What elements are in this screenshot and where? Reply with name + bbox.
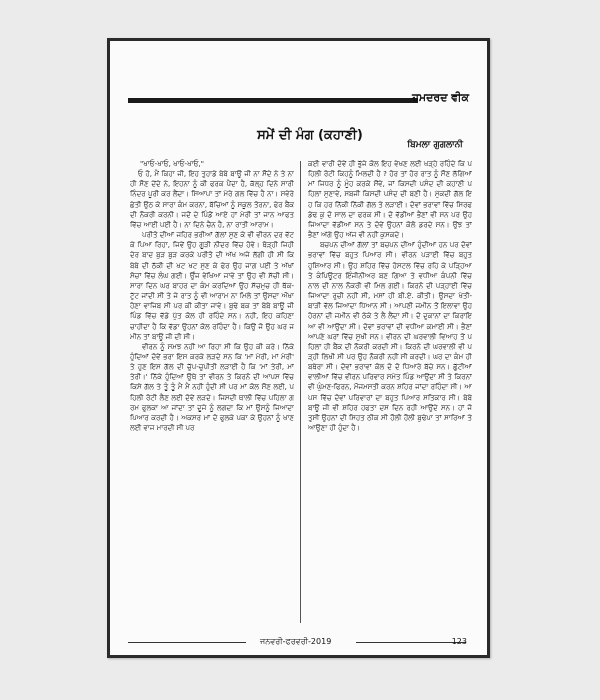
issue-label: ਜਨਵਰੀ-ਫਰਵਰੀ-2019	[260, 637, 332, 646]
footer-rule-left	[128, 642, 246, 643]
body-paragraph: ਓ ਹੋ, ਮੈਂ ਕਿਹਾ ਜੀ, ਇਹ ਤੁਹਾਡੇ ਬੇਬੇ ਬਾਊ ਜੀ ਨਾ ਸੌਂਦੇ ਨੇ ਤੇ ਨਾ ਹੀ ਸੌਣ ਦੇਂਦੇ ਨੇ, ਇਹਨਾ ਨੂੰ ਕੀ ਫਰਕ ਪੈਂਦਾ ਹੈ, ਕੱਲ੍ਹ ਦਿਨੇ ਸਾਰੀ ਨਿੰਦਰ ਪੂਰੀ ਕਰ ਲੈਂਦਾ। ਸਿਆਪਾ ਤਾਂ ਮੇਰੇ ਗਲ ਵਿੱਚ ਹੈ ਨਾ। ਸਵੇਰੇ ਛੇਤੀ ਉਠ ਕੇ ਸਾਰਾ ਕੰਮ ਕਰਨਾ, ਬੱਚਿਆਂ ਨੂੰ ਸਕੂਲ ਤੋਰਨਾ, ਫੇਰ ਬੈਂਕ ਦੀ ਨੌਕਰੀ ਕਰਨੀ। ਜਦੋਂ ਦੇ ਪਿੰਡੋਂ ਆਏ ਹਾਂ ਮੇਰੀ ਤਾਂ ਜਾਨ ਆਫਤ ਵਿੱਚ ਆਈ ਪਈ ਹੈ। ਨਾ ਦਿਨੇ ਚੈਨ ਹੈ, ਨਾ ਰਾਤੀ ਆਰਾਮ।	[130, 170, 294, 229]
header-rule	[128, 98, 418, 103]
body-paragraph: ਪਰੀਤੋ ਦੀਆਂ ਜਹਿਰ ਭਰੀਆਂ ਗੱਲਾਂ ਸੁਣ ਕੇ ਵੀ ਵੀਰਨ ਦਰ ਵੱਟ ਕੇ ਪਿਆ ਰਿਹਾ, ਜਿਵੇਂ ਉਹ ਗੂੜੀ ਨੀਂਦਰ ਵਿੱਚ ਹੋਵੇ। ਥੋੜ੍ਹੀ ਜਿਹੀ ਦੇਰ ਬਾਦ ਬੁੜ ਬੁੜ ਕਰਕੇ ਪਰੀਤੋ ਦੀ ਅੱਖ ਅਜੇ ਲੱਗੀ ਹੀ ਸੀ ਕਿ ਬੇਬੇ ਦੀ ਠੱਕੀ ਦੀ ਖਟ ਖਟ ਸੁਣ ਕੇ ਫੇਰ ਉਹ ਜਾਗ ਪਈ ਤੇ ਅੱਖਾਂ ਸੋਚਾਂ ਵਿੱਚ ਲੰਘ ਗਈ। ਉੰਜ ਵੇਖਿਆ ਜਾਵੇ ਤਾਂ ਉਹ ਵੀ ਸੱਚੀ ਸੀ। ਸਾਰਾ ਦਿਨ ਘਰ ਬਾਹਰ ਦਾ ਕੰਮ ਕਰਦਿਆਂ ਉਹ ਸੱਚਮੁਚ ਹੀ ਥੱਕ-ਟੁੱਟ ਜਾਂਦੀ ਸੀ ਤੇ ਜੇ ਰਾਤ ਨੂੰ ਵੀ ਆਰਾਮ ਨਾ ਮਿਲੇ ਤਾਂ ਉਸਦਾ ਔਖਾ ਹੋਣਾ ਵਾਜਿਬ ਸੀ ਪਰ ਕੀ ਕੀਤਾ ਜਾਵੇ। ਬੁਢੇ ਬਕ ਤਾਂ ਬੇਬੇ ਬਾਊ ਜੀ ਪਿੰਡ ਵਿੱਚ ਵੱਡੇ ਪੁੱਤ ਕੋਲ ਹੀ ਰਹਿੰਦੇ ਸਨ। ਨਹੀਂ, ਇਹ ਕਹਿਣਾ ਚਾਹੀਦਾ ਹੈ ਕਿ ਵੱਡਾ ਉਹਨਾਂ ਕੋਲ ਰਹਿੰਦਾ ਹੈ। ਕਿਉਂ ਜੋ ਉਹ ਘਰ ਜਮੀਨ ਤਾਂ ਬਾਊ ਜੀ ਦੀ ਸੀ।	[130, 231, 294, 341]
column-divider	[300, 161, 301, 623]
page-number: 123	[451, 637, 467, 646]
magazine-page	[107, 38, 490, 658]
body-paragraph: "ਖਾਓ-ਖਾਓ, ਖਾਓ-ਖਾਓ,"	[140, 160, 204, 168]
body-paragraph: ਬਚਪਨ ਦੀਆਂ ਗੱਲਾਂ ਤਾਂ ਬਚਪਨ ਦੀਆਂ ਹੁੰਦੀਆਂ ਹਨ ਪਰ ਦੋਵਾਂ ਭਰਾਵਾਂ ਵਿੱਚ ਬਹੁਤ ਪਿਆਰ ਸੀ। ਵੀਰਨ ਪੜਾਈ ਵਿੱਚ ਬਹੁਤ ਹੁਸ਼ਿਆਰ ਸੀ। ਉਹ ਸ਼ਹਿਰ ਵਿੱਚ ਹੋਸਟਲ ਵਿੱਚ ਰਹਿ ਕੇ ਪੜ੍ਹਿਆ ਤੇ ਕੰਪਿਊਟਰ ਇੰਜੀਨੀਅਰ ਬਣ ਗਿਆ ਤੇ ਵਧੀਆ ਕੰਪਨੀ ਵਿੱਚ ਨਾਲ ਦੀ ਨਾਲ ਨੌਕਰੀ ਵੀ ਮਿਲ ਗਈ। ਕਿਰਨੋ ਦੀ ਪੜ੍ਹਾਈ ਵਿੱਚ ਜਿਆਦਾ ਰੁਚੀ ਨਹੀਂ ਸੀ, ਮਸਾਂ ਹੀ ਬੀ.ਏ. ਕੀਤੀ। ਉਸਦਾ ਖੇਤੀ-ਬਾੜੀ ਵੱਲ ਜਿਆਦਾ ਧਿਆਨ ਸੀ। ਆਪਣੀ ਜਮੀਨ ਤੋਂ ਇਲਾਵਾ ਉਹ ਹੋਰਨਾਂ ਦੀ ਜਮੀਨ ਵੀ ਠੇਕੇ ਤੇ ਲੈ ਲੈਂਦਾ ਸੀ। ਦੋ ਦੁਕਾਨਾਂ ਦਾ ਕਿਰਾਇਆ ਵੀ ਆਉਂਦਾ ਸੀ। ਦੋਵਾਂ ਭਰਾਵਾਂ ਦੀ ਵਧੀਆ ਕਮਾਈ ਸੀ। ਭੈਣਾਂ ਆਪਣੇ ਘਰਾਂ ਵਿੱਚ ਸੁਖੀ ਸਨ। ਵੀਰਨ ਦੀ ਘਰਵਾਲੀ ਵਿਆਹ ਤੋਂ ਪਹਿਲਾਂ ਹੀ ਬੈਂਕ ਦੀ ਨੌਕਰੀ ਕਰਦੀ ਸੀ। ਕਿਰਨੋ ਦੀ ਘਰਵਾਲੀ ਵੀ ਪੜ੍ਹੀ ਲਿਖੀ ਸੀ ਪਰ ਉਹ ਨੌਕਰੀ ਨਹੀਂ ਸੀ ਕਰਦੀ। ਘਰ ਦਾ ਕੰਮ ਹੀ ਬਥੇਰਾ ਸੀ। ਦੋਵਾਂ ਭਰਾਵਾਂ ਕੋਲ ਦੋ ਦੋ ਧਿਆਰੇ ਬੱਚੇ ਸਨ। ਛੁੱਟੀਆਂ ਵਾਲੀਆਂ ਵਿੱਚ ਵੀਰਨ ਪਰਿਵਾਰ ਸਮੇਤ ਪਿੰਡ ਆਉਂਦਾ ਸੀ ਤੇ ਕਿਰਨਾਂ ਵੀ ਘੁੰਮਣ-ਫਿਰਨ, ਮੌਜਮਸਤੀ ਕਰਨ ਸ਼ਹਿਰ ਜਾਂਦਾ ਰਹਿੰਦਾ ਸੀ। ਆਪਸ ਵਿੱਚ ਦੋਵਾਂ ਪਰਿਵਾਰਾਂ ਦਾ ਬਹੁਤ ਪਿਆਰ ਸਤਿਕਾਰ ਸੀ। ਬੇਬੇ ਬਾਊ ਜੀ ਵੀ ਸ਼ਹਿਰ ਹਫਤਾ ਦਸ ਦਿਨ ਰਹੀ ਆਉਂਦੇ ਸਨ। ਹਾਂ ਜੋ ਤੁਸੀਂ ਉਹਨਾਂ ਦੀ ਸਿਹਤ ਠੀਕ ਸੀ ਹੌਲੀ ਹੌਲੀ ਬੁਢੇਪਾ ਤਾਂ ਸਾਰਿਆਂ ਤੇ ਆਉਣਾ ਹੀ ਹੁੰਦਾ ਹੈ।	[308, 241, 472, 433]
article-author: ਬਿਮਲਾ ਗੁਗਲਾਨੀ	[407, 140, 463, 150]
right-column	[308, 159, 472, 627]
footer-rule-right	[356, 642, 466, 643]
body-paragraph: ਵੀਰਨ ਨੂੰ ਸਮਝ ਨਹੀਂ ਆ ਰਿਹਾ ਸੀ ਕਿ ਉਹ ਕੀ ਕਰੇ। ਨਿੱਕੇ ਹੁੰਦਿਆਂ ਦੋਵੇਂ ਭਰਾ ਇਸ ਕਰਕੇ ਲੜਦੇ ਸਨ ਕਿ 'ਮਾਂ ਮੇਰੀ, ਮਾਂ ਮੇਰੀ' ਤੇ ਹੁਣ ਇਸ ਗੱਲ ਦੀ ਚੁੱਪ-ਚੁਪੀਤੀ ਲੜਾਈ ਹੈ ਕਿ 'ਮਾਂ ਤੇਰੀ, ਮਾਂ ਤੇਰੀ।' ਨਿੱਕੇ ਹੁੰਦਿਆਂ ਉਥੇ ਤਾਂ ਵੀਰਨ ਤੇ ਕਿਰਨੋ ਦੀ ਆਪਸ ਵਿੱਚ ਕਿਸੇ ਗੱਲ ਤੇ ਤੂੰ ਤੂੰ ਮੈਂ ਮੈਂ ਨਹੀਂ ਹੁੰਦੀ ਸੀ ਪਰ ਮਾਂ ਕੋਲ ਸੌਣ ਲਈ, ਪਹਿਲੀ ਰੋਟੀ ਲੈਣ ਲਈ ਦੋਵੇਂ ਲੜਦੇ। ਜਿਸਦੀ ਥਾਲੀ ਵਿੱਚ ਪਹਿਲਾ ਗਰਮ ਫੁਲਕਾ ਆ ਜਾਂਦਾ ਤਾਂ ਦੂਜੇ ਨੂੰ ਲਗਦਾ ਕਿ ਮਾਂ ਉਸਨੂੰ ਜਿਆਦਾ ਪਿਆਰ ਕਰਦੀ ਹੈ। ਅਕਸਰ ਮਾਂ ਦੋ ਫੁਲਕੇ ਪਕਾ ਕੇ ਉਹਨਾਂ ਨੂੰ ਖਾਣ ਲਈ ਵਾਜ ਮਾਰਦੀ ਸੀ ਪਰ	[130, 342, 294, 433]
body-paragraph: ਕਈ ਵਾਰੀ ਦੋਵੇਂ ਹੀ ਭੁੱਜੇ ਕੋਲ ਇਹ ਵੇਖਣ ਲਈ ਖੜ੍ਹੇ ਰਹਿੰਦੇ ਕਿ ਪਹਿਲੀ ਰੋਟੀ ਕਿਹਨੂੰ ਮਿਲਦੀ ਹੈ ? ਹੋਰ ਤਾਂ ਹੋਰ ਰਾਤ ਨੂੰ ਸੌਣ ਲੱਗਿਆਂ ਮਾਂ ਜਿਧਰ ਨੂੰ ਮੂੰਹ ਕਰਕੇ ਸੌਂਵੇ, ਜਾਂ ਕਿਸਦੀ ਪਸੰਦ ਦੀ ਕਹਾਣੀ ਪਹਿਲਾਂ ਸੁਣਾਵੇ, ਸਬਜੀ ਕਿਸਦੀ ਪਸੰਦ ਦੀ ਬਣੀ ਹੈ। ਮੁੱਕਦੀ ਗੱਲ ਇਹ ਕਿ ਹਰ ਨਿੱਕੀ ਨਿੱਕੀ ਗੱਲ ਤੇ ਲੜਾਈ। ਦੋਵਾਂ ਭਰਾਵਾਂ ਵਿੱਚ ਸਿਰਫ ਡੇਢ ਕੁ ਦੋ ਸਾਲ ਦਾ ਫਰਕ ਸੀ। ਦੋ ਵੱਡੀਆਂ ਭੈਣਾਂ ਵੀ ਸਨ ਪਰ ਉਹ ਜਿਆਦਾ ਵੱਡੀਆਂ ਸਨ ਤੇ ਦੋਵੇਂ ਉਹਨਾਂ ਕੋਲੋ ਡਰਦੇ ਸਨ। ਉਂਝ ਤਾਂ ਭੈਣਾਂ ਅੱਗੇ ਉਹ ਅੱਜ ਵੀ ਨਹੀਂ ਕੁਸਕਦੇ।	[308, 160, 472, 240]
left-column	[130, 159, 294, 627]
article-title: ਸਮੇਂ ਦੀ ਮੰਗ (ਕਹਾਣੀ)	[257, 128, 363, 143]
magazine-label: ਹਮਦਰਦ ਵੀਕ	[412, 91, 469, 104]
